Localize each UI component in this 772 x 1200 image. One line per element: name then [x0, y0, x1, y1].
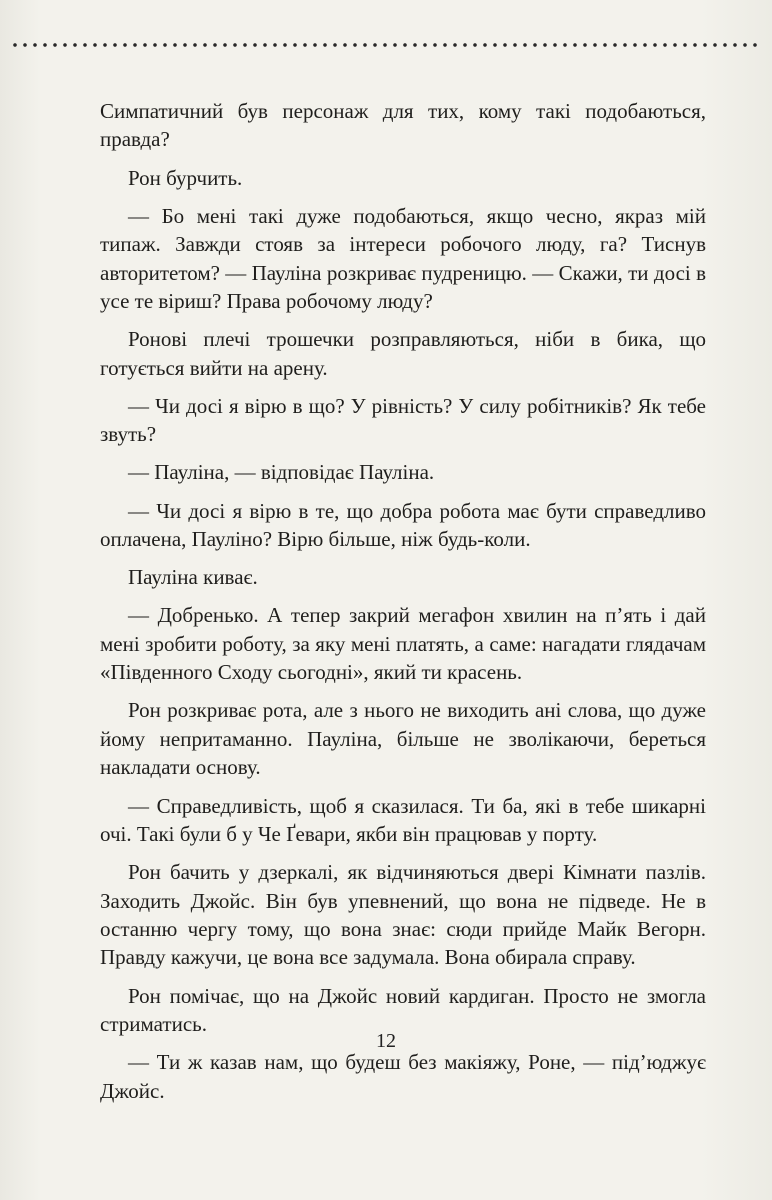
dotted-rule — [10, 42, 762, 48]
paragraph: — Добренько. А тепер закрий мегафон хвилин на п’ять і дай мені зробити роботу, за яку мені платять, а саме: нагадати глядачам «Південного Сходу сьогодні», який ти красень. — [100, 603, 706, 685]
page-number: 12 — [376, 1030, 396, 1052]
paragraph: Симпатичний був персонаж для тих, кому такі подобаються, правда? — [100, 99, 706, 152]
paragraph: Рон розкриває рота, але з нього не виходить ані слова, що дуже йому непритаманно. Пауліна, більше не зволікаючи, береться накладати основу. — [100, 698, 706, 780]
paragraph: — Чи досі я вірю в те, що добра робота має бути справедливо оплачена, Пауліно? Вірю більше, ніж будь-коли. — [100, 498, 706, 552]
paragraph: Пауліна киває. — [128, 565, 258, 590]
paragraph: Рон помічає, що на Джойс новий кардиган. Просто не змогла стриматись. — [100, 983, 706, 1036]
paragraph: — Бо мені такі дуже подобаються, якщо чесно, якраз мій типаж. Завжди стояв за інтереси робочого люду, га? Тиснув авторитетом? — Пауліна розкриває пудреницю. — Скажи, ти досі в усе те віриш? Права робочому люду? — [100, 203, 706, 314]
paragraph: — Справедливість, щоб я сказилася. Ти ба, які в тебе шикарні очі. Такі були б у Че Ґевари, якби він працював у порту. — [100, 793, 706, 846]
paragraph: — Чи досі я вірю в що? У рівність? У силу робітників? Як тебе звуть? — [100, 393, 706, 447]
body-text — [100, 97, 706, 1115]
paragraph: Рон бачить у дзеркалі, як відчиняються двері Кімнати пазлів. Заходить Джойс. Він був упевнений, що вона не підведе. Не в останню чергу тому, що вона знає: сюди прийде Майк Вегорн. Правду кажучи, це вона все задумала. Вона обирала справу. — [100, 860, 706, 970]
paragraph: — Пауліна, — відповідає Пауліна. — [128, 460, 435, 485]
paragraph: — Ти ж казав нам, що будеш без макіяжу, Роне, — під’юджує Джойс. — [100, 1050, 706, 1103]
paragraph: Ронові плечі трошечки розправляються, ніби в бика, що готується вийти на арену. — [100, 327, 706, 380]
paragraph: Рон бурчить. — [128, 165, 243, 190]
